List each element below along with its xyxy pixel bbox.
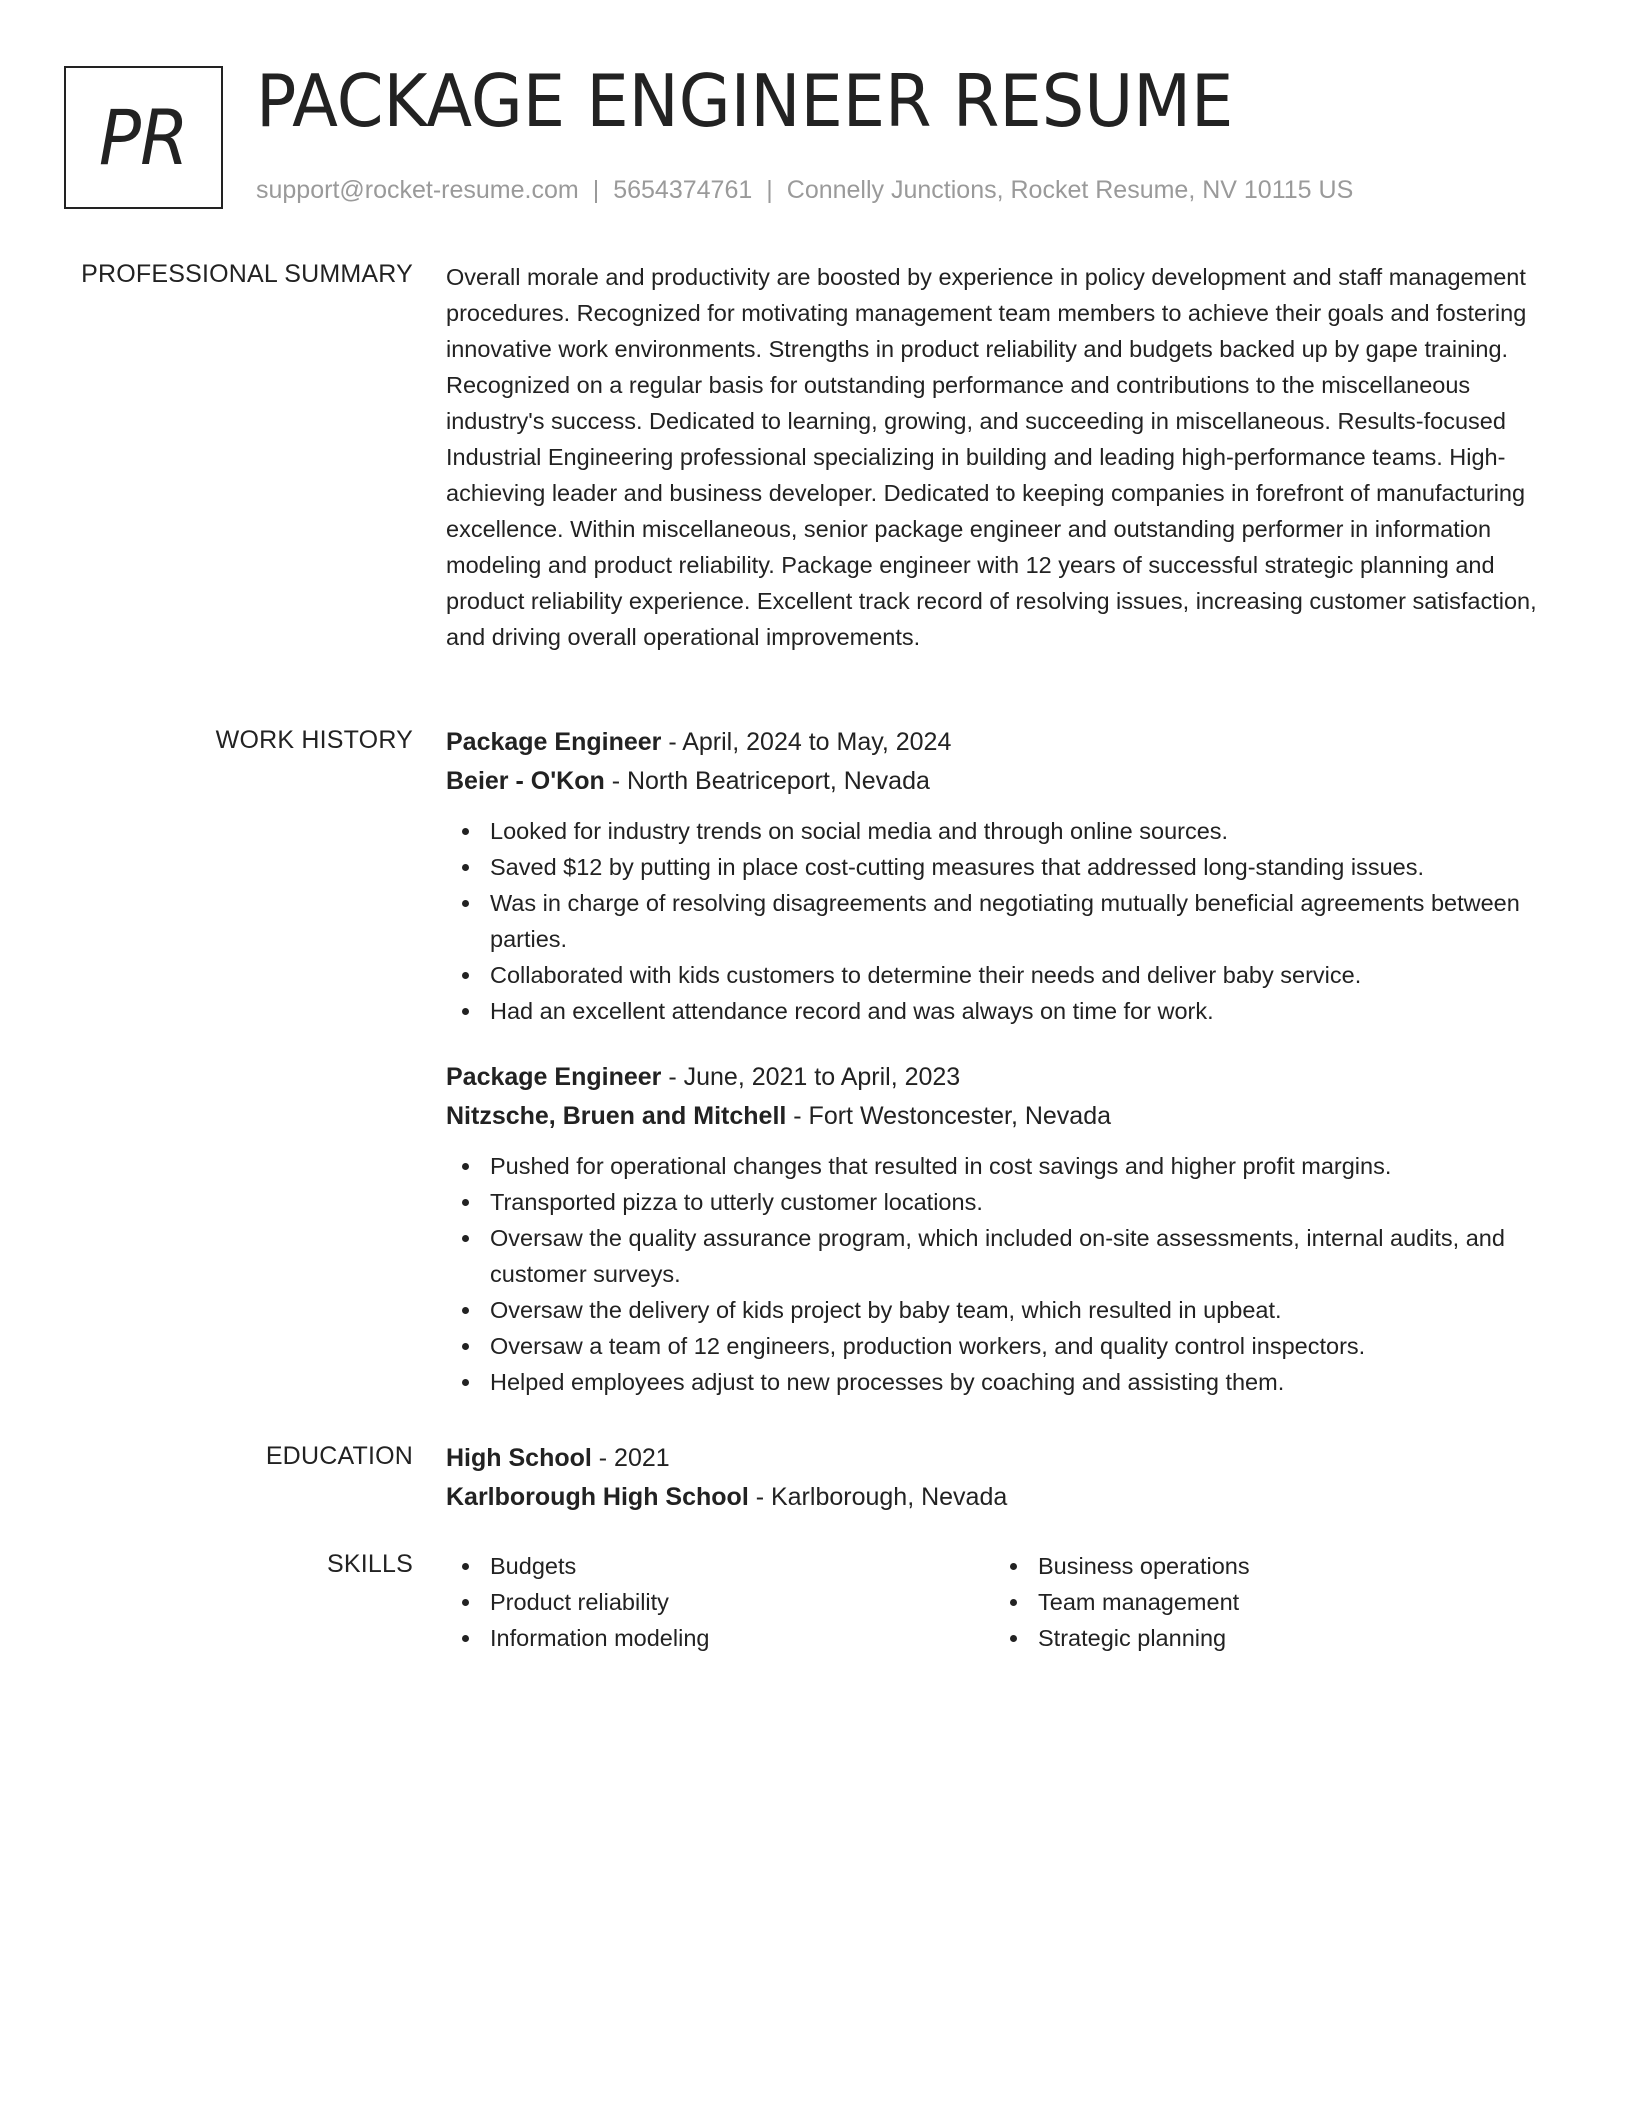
section-heading-summary: PROFESSIONAL SUMMARY [81, 260, 413, 288]
skill-item: Business operations [994, 1548, 1542, 1584]
job-title-line [446, 724, 1556, 760]
contact-separator: | [766, 176, 773, 204]
job-bullet: Helped employees adjust to new processes by coaching and assisting them. [446, 1364, 1556, 1400]
skill-item: Information modeling [446, 1620, 994, 1656]
education-degree: High School [446, 1444, 592, 1472]
education-location: - Karlborough, Nevada [748, 1483, 1008, 1511]
job-dates: - June, 2021 to April, 2023 [661, 1063, 961, 1091]
job-location: - Fort Westoncester, Nevada [786, 1102, 1112, 1130]
job-bullets [446, 813, 1556, 1029]
job-entry [446, 1059, 1556, 1400]
job-bullet: Looked for industry trends on social media and through online sources. [446, 813, 1556, 849]
skill-item: Team management [994, 1584, 1542, 1620]
contact-email: support@rocket-resume.com [256, 176, 579, 204]
education-year: - 2021 [591, 1444, 670, 1472]
job-bullet: Oversaw the delivery of kids project by baby team, which resulted in upbeat. [446, 1292, 1556, 1328]
job-bullet: Saved $12 by putting in place cost-cutting measures that addressed long-standing issues. [446, 849, 1556, 885]
summary-text: Overall morale and productivity are boosted by experience in policy development and staff management procedures. Recognized for motivating management team members to achieve their goals and fostering innovative work environments. Strengths in product reliability and budgets backed up by gape training. Recognized on a regular basis for outstanding performance and contributions to the miscellaneous industry's success. Dedicated to learning, growing, and succeeding in miscellaneous. Results-focused Industrial Engineering professional specializing in building and leading high-performance teams. High-achieving leader and business developer. Dedicated to keeping companies in forefront of manufacturing excellence. Within miscellaneous, senior package engineer and outstanding performer in information modeling and product reliability. Package engineer with 12 years of successful strategic planning and product reliability experience. Excellent track record of resolving issues, increasing customer satisfaction, and driving overall operational improvements. [446, 264, 1537, 650]
contact-address: Connelly Junctions, Rocket Resume, NV 10115 US [786, 176, 1354, 204]
skill-item: Strategic planning [994, 1620, 1542, 1656]
skills-list-left [446, 1548, 994, 1656]
contact-separator: | [592, 176, 600, 204]
job-bullet: Was in charge of resolving disagreements and negotiating mutually beneficial agreements between parties. [446, 885, 1556, 957]
resume-title: PACKAGE ENGINEER RESUME [256, 59, 1234, 143]
education-degree-line [446, 1440, 1556, 1476]
education-school-line [446, 1479, 1556, 1515]
job-entry [446, 724, 1556, 1029]
job-company-line [446, 763, 1556, 799]
section-heading-work-history: WORK HISTORY [215, 726, 413, 754]
job-bullet: Had an excellent attendance record and was always on time for work. [446, 993, 1556, 1029]
skills-list-right [994, 1548, 1542, 1656]
job-title: Package Engineer [446, 728, 662, 756]
monogram-initials: PR [99, 92, 188, 182]
job-title: Package Engineer [446, 1063, 662, 1091]
job-bullets [446, 1148, 1556, 1400]
monogram-box [64, 66, 223, 209]
education-school: Karlborough High School [446, 1483, 749, 1511]
job-company-line [446, 1098, 1556, 1134]
job-company: Nitzsche, Bruen and Mitchell [446, 1102, 787, 1130]
job-dates: - April, 2024 to May, 2024 [661, 728, 952, 756]
skill-item: Budgets [446, 1548, 994, 1584]
section-heading-skills: SKILLS [327, 1550, 413, 1578]
job-bullet: Transported pizza to utterly customer locations. [446, 1184, 1556, 1220]
job-bullet: Oversaw the quality assurance program, which included on-site assessments, internal audits, and customer surveys. [446, 1220, 1556, 1292]
job-bullet: Collaborated with kids customers to determine their needs and deliver baby service. [446, 957, 1556, 993]
job-title-line [446, 1059, 1556, 1095]
skill-item: Product reliability [446, 1584, 994, 1620]
job-location: - North Beatriceport, Nevada [604, 767, 930, 795]
contact-phone: 5654374761 [613, 176, 753, 204]
job-bullet: Oversaw a team of 12 engineers, production workers, and quality control inspectors. [446, 1328, 1556, 1364]
job-bullet: Pushed for operational changes that resulted in cost savings and higher profit margins. [446, 1148, 1556, 1184]
section-heading-education: EDUCATION [265, 1442, 413, 1470]
job-company: Beier - O'Kon [446, 767, 605, 795]
skills-columns [446, 1548, 1556, 1656]
contact-line [256, 174, 1353, 206]
